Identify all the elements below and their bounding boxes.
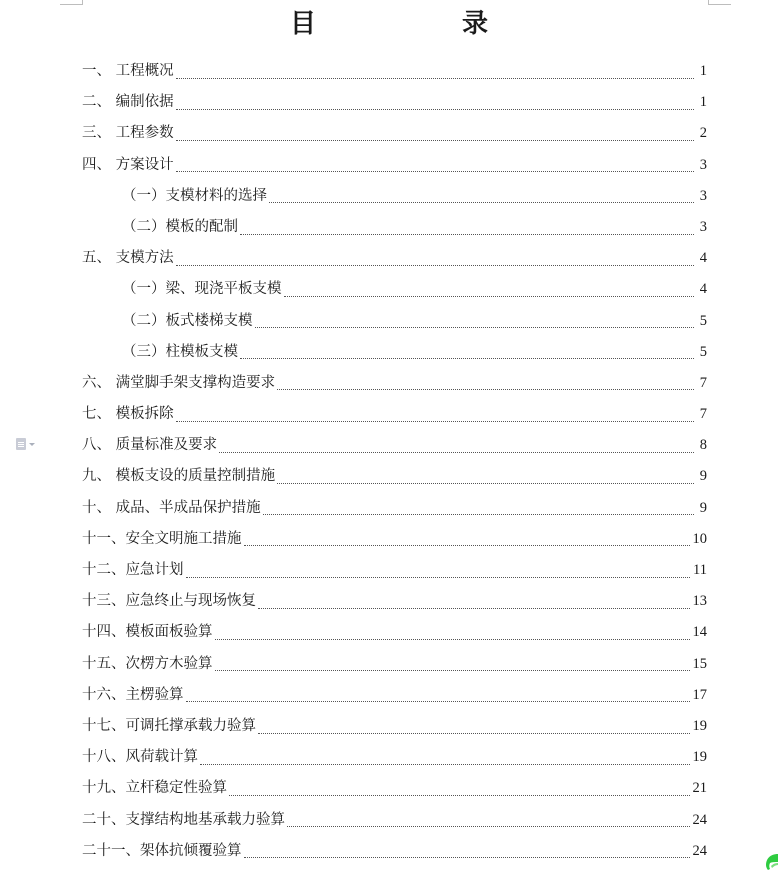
page-corner-mark-right: [708, 0, 731, 5]
toc-entry-title: 柱模板支模: [165, 343, 238, 360]
toc-entry[interactable]: [82, 586, 707, 617]
toc-dot-leader: [186, 576, 691, 578]
toc-entry-page-number: 13: [692, 593, 707, 610]
toc-entry-number: （三）: [122, 343, 166, 360]
toc-entry-number: 十一、: [82, 530, 126, 547]
toc-entry[interactable]: [82, 118, 707, 149]
toc-entry-page-number: 19: [692, 749, 707, 766]
toc-entry-page-number: 3: [699, 156, 707, 173]
toc-entry-title: 工程概况: [115, 63, 174, 79]
toc-dot-leader: [176, 264, 694, 266]
toc-entry-title: 质量标准及要求: [115, 437, 218, 454]
toc-entry[interactable]: [82, 274, 707, 305]
toc-dot-leader: [263, 513, 694, 515]
toc-entry[interactable]: [82, 56, 707, 87]
toc-entry-number: （二）: [122, 312, 166, 329]
toc-entry-title: 应急终止与现场恢复: [125, 593, 256, 610]
toc-entry-number: 十、: [82, 499, 116, 516]
toc-entry[interactable]: [82, 337, 707, 368]
toc-dot-leader: [176, 77, 694, 79]
toc-dot-leader: [215, 638, 690, 640]
toc-entry-page-number: 10: [692, 530, 707, 547]
toc-entry-number: 十五、: [82, 655, 126, 672]
toc-entry-page-number: 19: [692, 717, 707, 734]
toc-entry-number: 三、: [82, 125, 116, 142]
toc-entry-number: （二）: [122, 218, 166, 235]
toc-dot-leader: [219, 451, 694, 453]
toc-entry-title: 模板面板验算: [125, 624, 213, 641]
toc-entry[interactable]: [82, 617, 707, 648]
toc-entry[interactable]: [82, 555, 707, 586]
toc-entry-title: 主楞验算: [125, 686, 184, 703]
toc-entry[interactable]: [82, 306, 707, 337]
toc-entry-page-number: 11: [693, 562, 707, 578]
toc-entry-title: 模板的配制: [165, 218, 238, 235]
toc-entry-number: 十六、: [82, 686, 126, 703]
toc-entry[interactable]: [82, 493, 707, 524]
toc-dot-leader: [255, 326, 695, 328]
toc-dot-leader: [244, 544, 690, 546]
toc-entry[interactable]: [82, 368, 707, 399]
toc-entry-number: 二十一、: [82, 842, 140, 859]
toc-entry[interactable]: [82, 212, 707, 243]
toc-entry[interactable]: [82, 649, 707, 680]
toc-entry-title: 安全文明施工措施: [125, 530, 242, 547]
page-title: 目 录: [289, 9, 548, 39]
toc-entry-title: 模板拆除: [115, 406, 174, 423]
toc-entry-page-number: 24: [692, 811, 707, 828]
toc-entry-number: 十三、: [82, 593, 126, 610]
toc-entry-page-number: 3: [699, 218, 707, 235]
toc-entry-page-number: 8: [699, 437, 707, 454]
toc-entry-page-number: 14: [692, 624, 707, 641]
toc-entry-page-number: 1: [699, 63, 707, 79]
toc-entry-number: 五、: [82, 250, 116, 267]
toc-dot-leader: [287, 825, 690, 827]
toc-entry-number: 四、: [82, 156, 116, 173]
toc-entry-title: 方案设计: [115, 156, 174, 173]
toc-entry-number: 九、: [82, 468, 116, 485]
toc-entry-title: 可调托撑承载力验算: [125, 717, 256, 734]
toc-entry-title: 模板支设的质量控制措施: [115, 468, 276, 485]
toc-entry-number: 八、: [82, 437, 116, 454]
document-icon[interactable]: [16, 437, 46, 451]
toc-entry-number: 十七、: [82, 717, 126, 734]
toc-entry-page-number: 21: [692, 780, 707, 797]
toc-entry-title: 支模材料的选择: [165, 187, 267, 204]
toc-entry-page-number: 9: [699, 499, 707, 516]
toc-dot-leader: [240, 233, 694, 235]
toc-entry-number: 十八、: [82, 749, 126, 766]
toc-entry-number: （一）: [122, 281, 166, 298]
toc-entry[interactable]: [82, 399, 707, 430]
toc-entry-page-number: 17: [692, 686, 707, 703]
toc-entry-title: 应急计划: [125, 562, 184, 578]
leaf-icon[interactable]: [764, 850, 778, 871]
toc-entry-number: （一）: [122, 187, 166, 204]
toc-dot-leader: [215, 669, 690, 671]
toc-entry[interactable]: [82, 711, 707, 742]
toc-entry-title: 架体抗倾覆验算: [140, 842, 242, 859]
toc-entry-title: 梁、现浇平板支模: [165, 281, 282, 298]
toc-entry-page-number: 3: [699, 187, 707, 204]
toc-entry-page-number: 9: [699, 468, 707, 485]
toc-entry[interactable]: [82, 243, 707, 274]
toc-entry[interactable]: [82, 524, 707, 555]
toc-dot-leader: [176, 170, 694, 172]
toc-dot-leader: [176, 420, 694, 422]
toc-entry[interactable]: [82, 430, 707, 461]
toc-entry-page-number: 5: [699, 312, 707, 329]
toc-entry-number: 二、: [82, 94, 116, 111]
toc-entry-number: 十二、: [82, 562, 126, 578]
toc-entry[interactable]: [82, 742, 707, 773]
toc-entry-number: 十四、: [82, 624, 126, 641]
toc-entry-title: 板式楼梯支模: [165, 312, 253, 329]
toc-dot-leader: [277, 388, 694, 390]
page-corner-mark-left: [60, 0, 83, 5]
toc-entry[interactable]: [82, 87, 707, 118]
toc-entry-number: 十九、: [82, 780, 126, 797]
document-paper-icon: [16, 438, 26, 450]
toc-entry[interactable]: [82, 680, 707, 711]
toc-dot-leader: [240, 357, 694, 359]
toc-entry-title: 成品、半成品保护措施: [115, 499, 261, 516]
toc-entry[interactable]: [82, 773, 707, 804]
toc-entry-number: 七、: [82, 406, 116, 423]
toc-entry-page-number: 7: [699, 406, 707, 423]
toc-entry-page-number: 4: [699, 281, 707, 298]
toc-entry-page-number: 5: [699, 343, 707, 360]
toc-entry-page-number: 4: [699, 250, 707, 267]
toc-dot-leader: [284, 295, 695, 297]
toc-dot-leader: [269, 201, 694, 203]
toc-entry-page-number: 24: [692, 842, 707, 859]
toc-entry-page-number: 7: [699, 374, 707, 391]
toc-dot-leader: [186, 700, 690, 702]
toc-dot-leader: [176, 108, 694, 110]
toc-entry-number: 二十、: [82, 811, 126, 828]
table-of-contents: [82, 56, 707, 867]
toc-entry-title: 支模方法: [115, 250, 174, 267]
toc-entry-title: 次楞方木验算: [125, 655, 213, 672]
toc-entry-title: 支撑结构地基承载力验算: [125, 811, 285, 828]
toc-entry-title: 立杆稳定性验算: [125, 780, 227, 797]
toc-entry[interactable]: [82, 805, 707, 836]
toc-entry-page-number: 2: [699, 125, 707, 142]
toc-dot-leader: [258, 607, 690, 609]
toc-dot-leader: [176, 139, 694, 141]
toc-entry-title: 编制依据: [115, 94, 174, 111]
toc-dot-leader: [244, 856, 690, 858]
toc-entry[interactable]: [82, 150, 707, 181]
toc-dot-leader: [200, 763, 690, 765]
toc-entry-title: 满堂脚手架支撑构造要求: [115, 374, 276, 391]
chevron-down-icon: [29, 443, 35, 446]
toc-entry[interactable]: [82, 461, 707, 492]
toc-dot-leader: [229, 794, 690, 796]
toc-entry-title: 风荷载计算: [125, 749, 198, 766]
toc-dot-leader: [277, 482, 694, 484]
toc-entry-title: 工程参数: [115, 125, 174, 142]
toc-entry[interactable]: [82, 181, 707, 212]
toc-entry-page-number: 15: [692, 655, 707, 672]
toc-entry-number: 六、: [82, 374, 116, 391]
toc-entry[interactable]: [82, 836, 707, 867]
toc-entry-number: 一、: [82, 63, 116, 79]
toc-dot-leader: [258, 732, 690, 734]
toc-entry-page-number: 1: [699, 94, 707, 111]
